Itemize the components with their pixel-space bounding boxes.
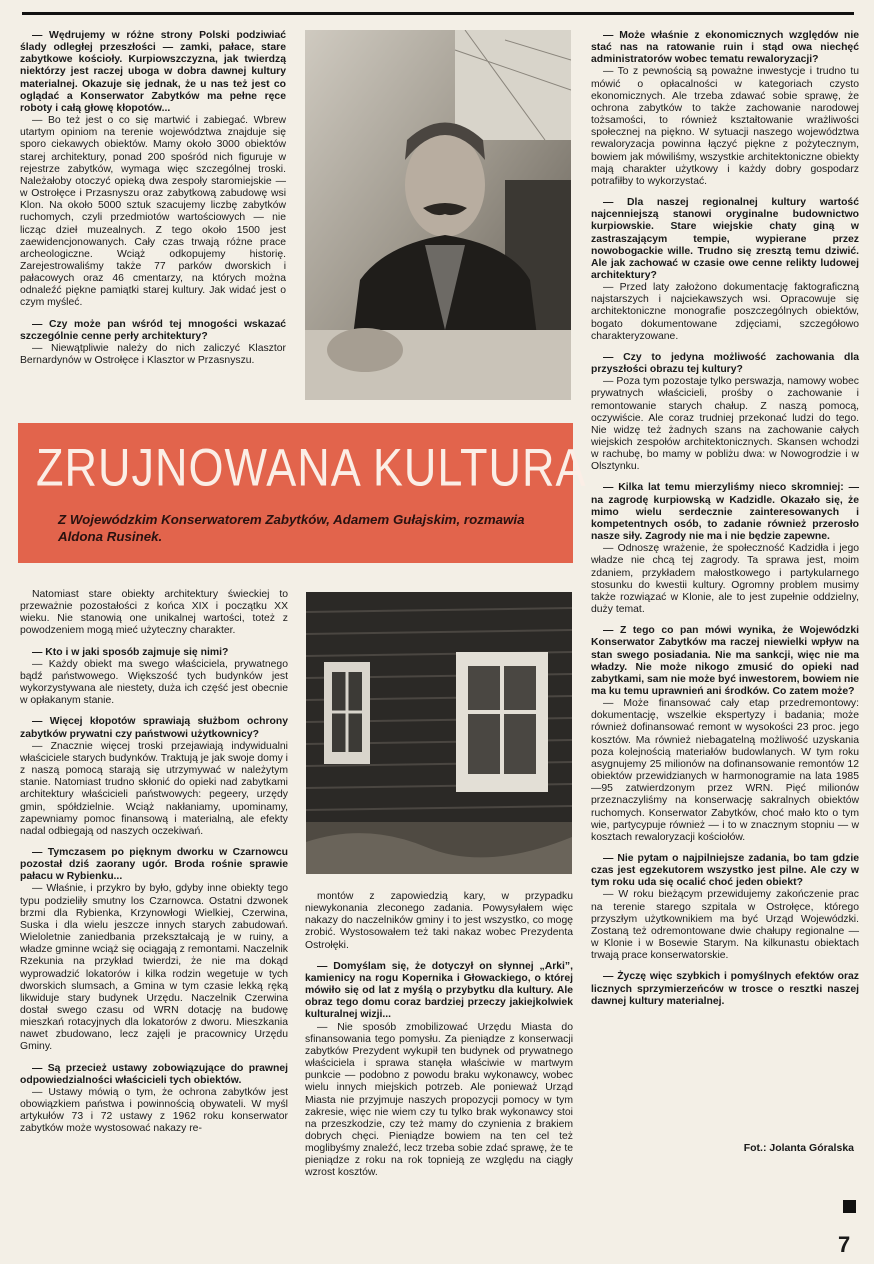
question-paragraph: — Z tego co pan mówi wynika, że Wojewódzki Konserwator Zabytków ma raczej niewielki wpływ na stan swego posiadania. Nie ma sankcji, więc nie ma władzy. Nie może nikogo zmusić do opieki nad zabytkami, sam nie może być inwestorem, bowiem nie ma ku temu uprawnień ani środków. Co zatem może? bbox=[591, 625, 859, 697]
answer-paragraph: — Poza tym pozostaje tylko perswazja, namowy wobec prywatnych właścicieli, prośby o zachowanie i remontowanie starych chałup. Z naszą pomocą, oczywiście. Ale coraz trudniej przekonać ludzi do tego. Nie widzę też żadnych szans na zachowanie całych wiejskich zespołów architektonicznych. Skansen wchodzi w rachubę, bo mamy w pobliżu dwa: w Nowogrodzie i w Olsztynku. bbox=[591, 376, 859, 473]
photo-credit: Fot.: Jolanta Góralska bbox=[743, 1142, 854, 1154]
page-number: 7 bbox=[838, 1232, 851, 1257]
portrait-photo bbox=[305, 30, 571, 400]
answer-paragraph: — Znacznie więcej troski przejawiają indywidualni właściciele starych budynków. Traktują je jak swoje domy i z naszą pomocą starają się utrzymywać w należytym stanie. Natomiast trudno skłonić do opieki nad zabytkami architektury właścicieli państwowych: pegeery, urzędy gmin, spółdzielnie. Wciąż nakłaniamy, upominamy, zapewniamy pomoc finansową i materialną, ale efekty nadal odbiegają od naszych oczekiwań. bbox=[20, 740, 288, 837]
question-paragraph: — Czy może pan wśród tej mnogości wskazać szczególnie cenne perły architektury? bbox=[20, 318, 286, 342]
answer-paragraph: Natomiast stare obiekty architektury świeckiej to przeważnie pozostałości z końca XIX i początku XX wieku. Nie stanowią one unikalnej wartości, toteż z powodzeniem mogą mieć użyteczny charakter. bbox=[20, 589, 288, 637]
answer-paragraph: — Może finansować cały etap przedremontowy: dokumentację, wszelkie ekspertyzy i badania; może również dofinansować remont w wysokości 23 proc. jego kosztów. Ma również niebagatelną możliwość uzyskania poza kolejnością materiałów budowlanych. W tym roku asygnujemy 25 milionów na dofinansowanie remontów 12 obiektów przewidzianych w harmonogramie na lata 1985—95 zatwierdzonym przez WRN. Pięć milionów przeznaczyliśmy na konserwację sakralnych obiektów ruchomych. Konserwator Zabytków, choć mało kto o tym wie, partycypuje również — i to w znacznym stopniu — w kosztach rewaloryzacji kościołów. bbox=[591, 698, 859, 843]
answer-paragraph: — Odnoszę wrażenie, że społeczność Kadzidła i jego władze nie chcą tej zagrody. Ta sprawa jest, moim zdaniem, przykładem małostkowego i partykularnego stosunku do kwestii kultury. Ogromny problem musimy także rozwiązać w Klonie, ale to jest zupełnie oddzielny, duży temat. bbox=[591, 543, 859, 616]
answer-paragraph: — Właśnie, i przykro by było, gdyby inne obiekty tego typu podzieliły smutny los Czarnowca. Ostatni dzwonek brzmi dla Rybienka, Krzynowłogi Wielkiej, Czerwina, Suska i dla wielu jeszcze innych starych zabudowań. Wieloletnie zaniedbania przekształcają je w ruiny, a władze gminne wciąż się ociągają z remontami. Naczelnik Rzekunia na przykład twierdzi, że nie ma dokąd wyprowadzić lokatorów i kilka rodzin wegetuje w tych dworskich slumsach, a Gmina w tym czasie lekką ręką likwiduje stary budynek Urzędu. Naczelnik Czerwina dostał swego czasu od WRN dotację na budowę mieszkań rotacyjnych dla lokatorów z dworu. Mieszkania nawet zbudowano, lecz zajęli je pracownicy Urzędu Gminy. bbox=[20, 883, 288, 1053]
column-2-bottom bbox=[305, 891, 573, 1180]
question-paragraph: — Nie pytam o najpilniejsze zadania, bo tam gdzie czas jest egzekutorem wszystko jest pilne. Ale czy w tym roku uda się ocalić choć jeden obiekt? bbox=[591, 853, 859, 889]
answer-paragraph: — To z pewnością są poważne inwestycje i trudno tu mówić o opłacalności w kategoriach czysto ekonomicznych. Ale trzeba zdawać sobie sprawę, że ochrona zabytków to także zachowanie narodowej tożsamości, to również kształtowanie wrażliwości społecznej na piękno. W sytuacji naszego województwa rewaloryzacja powinna łączyć piękne z pożytecznym, bowiem jak mówiliśmy, wszystkie architektoniczne obiekty mają charakter użytkowy i każdy dobry gospodarz potrafiłby to wykorzystać. bbox=[591, 66, 859, 187]
question-paragraph: — Domyślam się, że dotyczył on słynnej „Arki”, kamienicy na rogu Kopernika i Głowackiego, o której mówiło się od lat z myślą o przybytku dla kultury. Ale obraz tego domu coraz bardziej przeczy jakiejkolwiek kulturalnej wizji... bbox=[305, 960, 573, 1021]
portrait-photo-image bbox=[305, 30, 571, 400]
question-paragraph: — Są przecież ustawy zobowiązujące do prawnej odpowiedzialności właścicieli tych obiektów. bbox=[20, 1062, 288, 1086]
question-paragraph: — Tymczasem po pięknym dworku w Czarnowcu pozostał dziś zaorany ugór. Broda rośnie sprawie pałacu w Rybienku... bbox=[20, 846, 288, 883]
article-title: ZRUJNOWANA KULTURA bbox=[36, 437, 587, 498]
question-paragraph: — Może właśnie z ekonomicznych względów nie stać nas na ratowanie ruin i stąd owa niechęć administratorów wobec tematu rewaloryzacji? bbox=[591, 30, 859, 66]
end-mark bbox=[843, 1200, 856, 1213]
answer-paragraph: — Nie sposób zmobilizować Urzędu Miasta do sfinansowania tego pomysłu. Za pieniądze z konserwacji zabytków Prezydent wykupił ten budynek od prywatnego właściciela i sprawa stanęła właściwie w martwym punkcie — podobno z powodu braku wykonawcy, wobec wielu innych miejskich potrzeb. Ale ponieważ Urząd Miasta nie przyjmuje naszych propozycji pomocy w tym zakresie, więc nie wiem czy tu tylko brak wykonawcy stoi na przeszkodzie, czy też mamy do czynienia z brakiem dobrych chęci. Pieniądze bowiem na ten cel też moglibyśmy znaleźć, lecz trzeba sobie zdać sprawę, że te pieniądze z roku na rok topnieją ze względu na ciągły wzrost kosztów. bbox=[305, 1021, 573, 1179]
answer-paragraph: montów z zapowiedzią kary, w przypadku niewykonania zleconego zadania. Powysyłałem więc nakazy do naczelników gminy i to jest wszystko, co mogę zrobić. Wystosowałem też taki nakaz wobec Prezydenta Ostrołęki. bbox=[305, 891, 573, 951]
column-1-top bbox=[20, 30, 286, 367]
answer-paragraph: — Każdy obiekt ma swego właściciela, prywatnego bądź państwowego. Większość tych budynków jest wykorzystywana ale niestety, duża ich część jest obecnie w opłakanym stanie. bbox=[20, 658, 288, 707]
answer-paragraph: — W roku bieżącym przewidujemy zakończenie prac na terenie starego szpitala w Ostrołęce, którego przyszłym użytkownikiem ma być Urząd Wojewódzki. Zostaną też odremontowane dwie chałupy regionalne — w Klonie i w Bosewie Starym. Na kilkunastu obiektach trwają prace konserwatorskie. bbox=[591, 889, 859, 962]
question-paragraph: — Kilka lat temu mierzyliśmy nieco skromniej: — na zagrodę kurpiowską w Kadzidle. Okazało się, że mimo wielu serdecznie zainteresowanych i kompetentnych osób, to zadanie również przerosło nasze siły. Zagrody nie ma i nie będzie zapewne. bbox=[591, 482, 859, 543]
question-paragraph: — Wędrujemy w różne strony Polski podziwiać ślady odległej przeszłości — zamki, pałace, stare zabytkowe kościoły. Kurpiowszczyzna, jak twierdzą niektórzy jest raczej uboga w dobra dawnej kultury materialnej. Okazuje się jednak, że u nas też jest co oglądać a Konserwator Zabytków ma pełne ręce roboty i całą głowę kłopotów... bbox=[20, 30, 286, 114]
column-3 bbox=[591, 30, 859, 1008]
question-paragraph: — Dla naszej regionalnej kultury wartość najcenniejszą stanowi oryginalne budownictwo kurpiowskie. Stare wiejskie chaty giną w zastraszającym tempie, wypierane przez nowobogackie wille. Trudno się zresztą temu dziwić. Ale jak zachować w czasie owe cenne relikty ludowej architektury? bbox=[591, 197, 859, 281]
answer-paragraph: — Niewątpliwie należy do nich zaliczyć Klasztor Bernardynów w Ostrołęce i Klasztor w Przasnyszu. bbox=[20, 342, 286, 367]
answer-paragraph: — Przed laty założono dokumentację faktograficzną najstarszych i najciekawszych wsi. Opracowuje się architektoniczne monografie poszczególnych obiektów, bogato dokumentowane zdjęciami, szczegółowo charakteryzowane. bbox=[591, 282, 859, 342]
column-1-bottom bbox=[20, 589, 288, 1136]
article-subtitle: Z Wojewódzkim Konserwatorem Zabytków, Adamem Gułajskim, rozmawia Aldona Rusinek. bbox=[58, 512, 525, 544]
cottage-photo bbox=[306, 592, 572, 874]
cottage-photo-image bbox=[306, 592, 572, 874]
question-paragraph: — Więcej kłopotów sprawiają służbom ochrony zabytków prywatni czy państwowi użytkownicy? bbox=[20, 716, 288, 740]
top-rule bbox=[22, 12, 854, 15]
question-paragraph: — Czy to jedyna możliwość zachowania dla przyszłości obrazu tej kultury? bbox=[591, 351, 859, 376]
title-banner bbox=[18, 423, 587, 563]
answer-paragraph: — Bo też jest o co się martwić i zabiegać. Wbrew utartym opiniom na terenie województwa znajduje się sporo ciekawych obiektów. Mamy około 3000 obiektów starej architektury, ponad 200 spośród nich figuruje w rejestrze zabytków, wymaga więc szczególnej troski. Należałoby otoczyć opieką dwa zespoły staromiejskie — w Ostrołęce i Przasnyszu oraz zabytkową zabudowę wsi Klon. Na około 5000 sztuk szacujemy liczbę zabytków ruchomych, czyli przedmiotów wartościowych — nie licząc dzieł muzealnych. Z tego około 1500 jest zaewidencjonowanych. Cały czas trwają różne prace archeologiczne. Wciąż odkopujemy historię. Zarejestrowaliśmy także 77 parków dworskich i pałacowych oraz 46 cmentarzy, na których można odnaleźć piękne pamiątki starej kultury. Jak widać jest o czym myśleć. bbox=[20, 115, 286, 309]
question-paragraph: — Kto i w jaki sposób zajmuje się nimi? bbox=[32, 646, 229, 658]
question-paragraph: — Życzę więc szybkich i pomyślnych efektów oraz licznych sprzymierzeńców w trosce o resztki naszej dawnej kultury materialnej. bbox=[591, 971, 859, 1007]
answer-paragraph: — Ustawy mówią o tym, że ochrona zabytków jest obowiązkiem państwa i powinnością obywateli. W myśl artykułów 73 i 72 ustawy z 1962 roku konserwator zabytków może wystosować nakazy re- bbox=[20, 1086, 288, 1135]
